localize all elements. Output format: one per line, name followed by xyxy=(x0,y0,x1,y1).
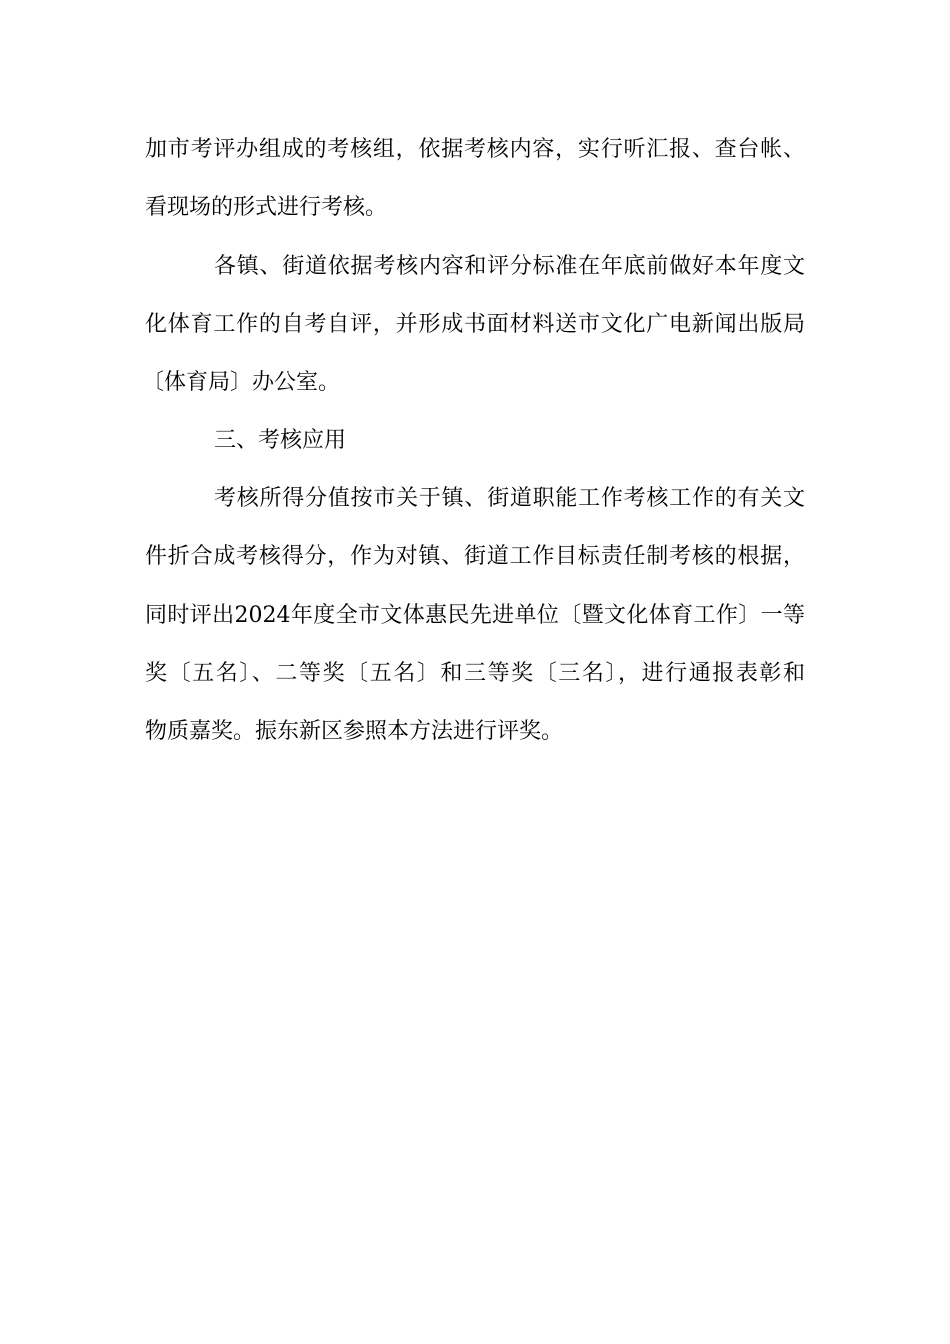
text-line: 同时评出2024年度全市文体惠民先进单位〔暨文化体育工作〕一等 xyxy=(145,603,805,628)
text-line: 物质嘉奖。振东新区参照本方法进行评奖。 xyxy=(145,719,564,744)
text-line: 各镇、街道依据考核内容和评分标准在年底前做好本年度文 xyxy=(214,254,805,279)
text-line: 加市考评办组成的考核组，依据考核内容，实行听汇报、查台帐、 xyxy=(145,137,805,162)
text-line: 奖〔五名〕、二等奖〔五名〕和三等奖〔三名〕，进行通报表彰和 xyxy=(145,661,805,686)
section-heading: 三、考核应用 xyxy=(214,428,347,453)
text-line: 看现场的形式进行考核。 xyxy=(145,195,388,220)
text-line: 件折合成考核得分，作为对镇、街道工作目标责任制考核的根据， xyxy=(145,544,805,569)
text-line: 〔体育局〕办公室。 xyxy=(142,370,341,395)
text-line: 化体育工作的自考自评，并形成书面材料送市文化广电新闻出版局 xyxy=(145,312,805,337)
text-line: 考核所得分值按市关于镇、街道职能工作考核工作的有关文 xyxy=(214,486,805,511)
